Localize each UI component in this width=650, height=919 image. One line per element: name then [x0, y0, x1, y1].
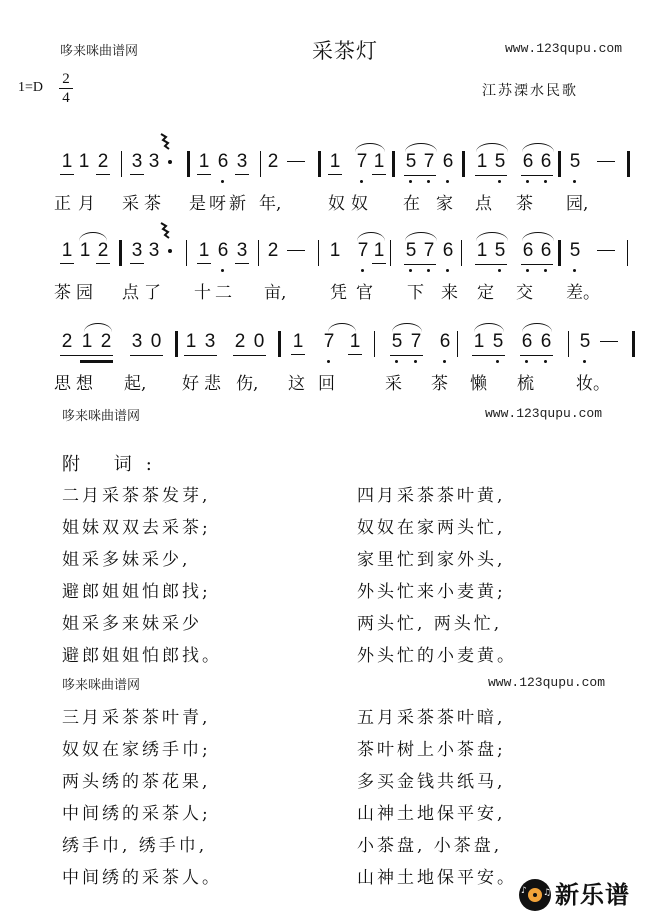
lyric: 凭: [330, 283, 347, 303]
lyric: 园,: [566, 194, 589, 214]
note: 2: [267, 240, 279, 261]
lyric: 茶: [144, 194, 161, 214]
note: 1: [473, 331, 485, 352]
verse-line: 中间绣的采茶人;: [62, 804, 211, 824]
lyric: 亩,: [264, 283, 287, 303]
note: 2: [97, 240, 109, 261]
note: 3: [236, 151, 248, 172]
note: 6: [522, 240, 534, 261]
score-row-1: [0, 151, 650, 214]
sustain-dash: [287, 161, 305, 162]
verse-line: 外头忙的小麦黄。: [357, 646, 517, 666]
lyric: 差。: [566, 283, 600, 303]
sustain-dash: [600, 341, 618, 342]
lyric: 伤,: [236, 374, 259, 394]
barline: [462, 151, 465, 177]
barline: [119, 240, 122, 266]
barline: [461, 240, 462, 266]
note: 6: [442, 151, 454, 172]
beam: [521, 264, 553, 265]
note: 0: [150, 331, 162, 352]
time-signature: [59, 71, 73, 106]
double-beam: [80, 360, 113, 363]
note: 1: [476, 240, 488, 261]
note: 1: [198, 151, 210, 172]
extra-lyrics-heading: 附 词:: [62, 454, 166, 475]
verse-line: 姐妹双双去采茶;: [62, 518, 211, 538]
beam: [472, 355, 505, 356]
barline: [568, 331, 569, 357]
barline: [627, 151, 630, 177]
final-barline: [632, 331, 635, 357]
note: 1: [198, 240, 210, 261]
note: 7: [423, 151, 435, 172]
verse-line: 多买金钱共纸马,: [357, 772, 506, 792]
verse-line: 五月采茶茶叶暗,: [357, 708, 506, 728]
note: 5: [579, 331, 591, 352]
note: 1: [373, 240, 385, 261]
barline: [392, 151, 395, 177]
vinyl-record-icon: ♪ ♫: [519, 879, 551, 911]
score-row-3: [0, 331, 650, 394]
trill-ornament-icon: [160, 133, 170, 151]
watermark-site-name: 哆来咪曲谱网: [62, 678, 141, 693]
sustain-dash: [597, 250, 615, 251]
verse-line: 奴奴在家绣手巾;: [62, 740, 211, 760]
lyric: 了: [144, 283, 161, 303]
note: 1: [78, 151, 90, 172]
beam: [404, 175, 436, 176]
sustain-dash: [287, 250, 305, 251]
verse-line: 两头绣的茶花果,: [62, 772, 211, 792]
note: 5: [492, 331, 504, 352]
verse-line: 避郎姐姐怕郎找。: [62, 646, 222, 666]
lyric: 懒: [470, 374, 487, 394]
lyric: 这: [288, 374, 305, 394]
lyric: 交: [516, 283, 533, 303]
page-title: 采茶灯: [312, 39, 378, 63]
verse-line: 三月采茶茶叶青,: [62, 708, 211, 728]
lyric: 梳: [517, 374, 534, 394]
note: 3: [236, 240, 248, 261]
note: 2: [234, 331, 246, 352]
note: 6: [540, 151, 552, 172]
note: 7: [357, 240, 369, 261]
lyric: 想: [76, 374, 93, 394]
note: 2: [97, 151, 109, 172]
note: 6: [442, 240, 454, 261]
note: 1: [61, 240, 73, 261]
beam: [184, 355, 217, 356]
lyric: 正: [54, 194, 71, 214]
lyric: 年,: [259, 194, 282, 214]
lyric: 悲: [204, 374, 221, 394]
note: 5: [569, 240, 581, 261]
lyric: 新: [229, 194, 246, 214]
note: 1: [185, 331, 197, 352]
note: 1: [349, 331, 361, 352]
verse-line: 山神土地保平安。: [357, 868, 517, 888]
lyric: 采: [385, 374, 402, 394]
note: 7: [323, 331, 335, 352]
barline: [187, 151, 190, 177]
brand-logo[interactable]: [519, 879, 647, 911]
lyric: 二: [215, 283, 232, 303]
lyric: 起,: [124, 374, 147, 394]
note: 3: [131, 151, 143, 172]
verse-line: 中间绣的采茶人。: [62, 868, 222, 888]
sustain-dash: [597, 161, 615, 162]
verse-line: 外头忙来小麦黄;: [357, 582, 506, 602]
note: 5: [391, 331, 403, 352]
note: 6: [540, 331, 552, 352]
note: 2: [267, 151, 279, 172]
note: 5: [494, 240, 506, 261]
beam: [233, 355, 266, 356]
note: 1: [61, 151, 73, 172]
site-name: 哆来咪曲谱网: [60, 44, 139, 59]
note: 1: [81, 331, 93, 352]
verse-line: 小茶盘, 小茶盘,: [357, 836, 503, 856]
lyric: 采: [122, 194, 139, 214]
barline: [318, 240, 319, 266]
lyric: 思: [54, 374, 71, 394]
watermark-url[interactable]: www.123qupu.com: [488, 675, 606, 690]
note: 6: [540, 240, 552, 261]
key-signature: 1=D: [18, 80, 44, 95]
verse-line: 山神土地保平安,: [357, 804, 506, 824]
note: 1: [329, 240, 341, 261]
note: 5: [494, 151, 506, 172]
brand-name: 新乐谱: [555, 881, 630, 909]
note: 2: [100, 331, 112, 352]
note: 1: [292, 331, 304, 352]
barline: [627, 240, 628, 266]
lyric: 茶: [54, 283, 71, 303]
barline: [258, 240, 259, 266]
note: 1: [79, 240, 91, 261]
lyric: 十: [194, 283, 211, 303]
note: 3: [148, 151, 160, 172]
verse-line: 四月采茶茶叶黄,: [357, 486, 506, 506]
beam: [130, 355, 163, 356]
barline: [374, 331, 375, 357]
lyric: 呀: [209, 194, 226, 214]
note: 6: [521, 331, 533, 352]
lyric: 好: [182, 374, 199, 394]
verse-line: 避郎姐姐怕郎找;: [62, 582, 211, 602]
note: 6: [217, 240, 229, 261]
score-row-2: [0, 240, 650, 303]
note: 7: [356, 151, 368, 172]
lyric: 奴: [351, 194, 368, 214]
verse-line: 茶叶树上小茶盘;: [357, 740, 506, 760]
note: 3: [204, 331, 216, 352]
lyric: 园: [76, 283, 93, 303]
note: 5: [569, 151, 581, 172]
lyric: 家: [436, 194, 453, 214]
note: 1: [373, 151, 385, 172]
lyric: 定: [477, 283, 494, 303]
verse-line: 两头忙, 两头忙,: [357, 614, 503, 634]
barline: [318, 151, 321, 177]
augmentation-dot: [168, 160, 172, 164]
note: 1: [476, 151, 488, 172]
barline: [278, 331, 281, 357]
note: 7: [410, 331, 422, 352]
note: 6: [217, 151, 229, 172]
note: 2: [61, 331, 73, 352]
augmentation-dot: [168, 249, 172, 253]
note: 7: [423, 240, 435, 261]
lyric: 奴: [328, 194, 345, 214]
verse-line: 姐采多妹采少,: [62, 550, 191, 570]
barline: [390, 240, 391, 266]
trill-ornament-icon: [160, 222, 170, 240]
lyric: 在: [403, 194, 420, 214]
lyric: 点: [122, 283, 139, 303]
lyric: 下: [407, 283, 424, 303]
barline: [175, 331, 178, 357]
lyric: 茶: [516, 194, 533, 214]
note: 6: [439, 331, 451, 352]
barline: [186, 240, 187, 266]
lyric: 月: [78, 194, 95, 214]
verse-line: 姐采多来妹采少: [62, 614, 202, 634]
note: 5: [405, 151, 417, 172]
beam: [60, 355, 113, 356]
lyric: 妆。: [576, 374, 610, 394]
note: 3: [131, 240, 143, 261]
beam: [521, 175, 553, 176]
lyric: 回: [318, 374, 335, 394]
verse-line: 奴奴在家两头忙,: [357, 518, 506, 538]
lyric: 来: [441, 283, 458, 303]
barline: [457, 331, 458, 357]
note: 5: [405, 240, 417, 261]
barline: [558, 240, 561, 266]
lyric: 点: [475, 194, 492, 214]
beam: [390, 355, 423, 356]
lyric: 官: [356, 283, 373, 303]
barline: [121, 151, 122, 177]
note: 6: [522, 151, 534, 172]
note: 1: [329, 151, 341, 172]
watermark-url[interactable]: www.123qupu.com: [485, 406, 603, 421]
lyric: 是: [189, 194, 206, 214]
time-sig-top: 2: [62, 71, 70, 87]
note: 0: [253, 331, 265, 352]
barline: [260, 151, 261, 177]
barline: [558, 151, 561, 177]
beam: [404, 264, 436, 265]
watermark-site-name: 哆来咪曲谱网: [62, 409, 141, 424]
note: 3: [148, 240, 160, 261]
beam: [475, 264, 507, 265]
site-url[interactable]: www.123qupu.com: [505, 41, 623, 56]
verse-line: 二月采茶茶发芽,: [62, 486, 211, 506]
verse-line: 家里忙到家外头,: [357, 550, 506, 570]
note: 3: [131, 331, 143, 352]
beam: [520, 355, 553, 356]
verse-line: 绣手巾, 绣手巾,: [62, 836, 208, 856]
song-origin: 江苏溧水民歌: [482, 83, 578, 99]
lyric: 茶: [431, 374, 448, 394]
beam: [475, 175, 507, 176]
time-sig-bottom: 4: [62, 90, 70, 106]
